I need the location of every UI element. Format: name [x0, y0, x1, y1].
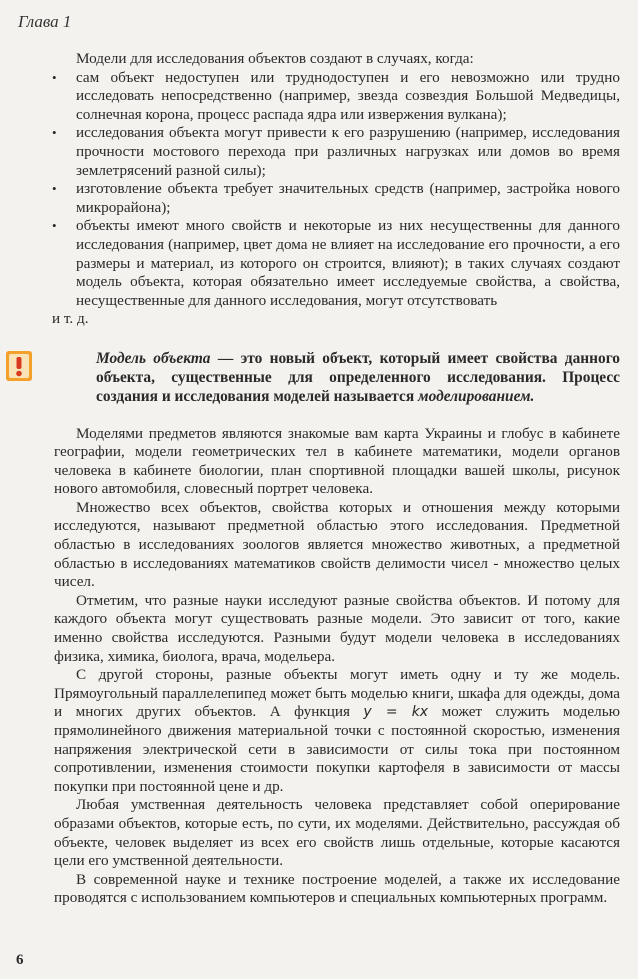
paragraph-text: может служить моделью прямолинейного движения материальной точки с постоянной скоростью, изменения напряжения электрической сети в зависимости от силы тока при постоянном сопротивлении, изменения стоимости покупки картофеля в зависимости от массы покупки при постоянной цене и др. — [54, 703, 621, 795]
intro-paragraph: Модели для исследования объектов создают в случаях, когда: — [76, 50, 474, 67]
bullet-list — [54, 69, 620, 311]
paragraph: Отметим, что разные науки исследуют разные свойства объектов. И потому для каждого объекта могут существовать разные модели. Это зависит от того, какие именно свойства исследуются. Разными будут модели человека в исследованиях физика, химика, биолога, врача, модельера. — [54, 591, 620, 665]
page-content — [54, 50, 620, 908]
paragraph: Моделями предметов являются знакомые вам карта Украины и глобус в кабинете географии, модели геометрических тел в кабинете математики, модели органов человека в кабинете биологии, план спортивной площадки вашей школы, рисунок нового автомобиля, словесный портрет человека. — [54, 424, 620, 498]
page-number: 6 — [16, 952, 24, 968]
list-item: • изготовление объекта требует значительных средств (например, застройка нового микрорайона); — [52, 180, 620, 217]
list-item: • исследования объекта могут привести к его разрушению (например, исследования прочности мостового перехода при различных нагрузках или домов во время землетрясений разной силы); — [52, 124, 620, 180]
paragraph: В современной науке и технике построение моделей, а также их исследование проводятся с использованием компьютеров и специальных компьютерных программ. — [54, 870, 620, 907]
paragraph: Множество всех объектов, свойства которых и отношения между которыми исследуются, называют предметной областью этого исследования. Предметной областью в исследованиях зоологов является множество животных, а предметной областью в исследованиях математиков свойств делимости чисел - множество целых чисел. — [54, 498, 620, 591]
definition-term-2: моделированием. — [418, 388, 535, 406]
definition-term: Модель объекта — [96, 349, 211, 367]
list-item: • сам объект недоступен или труднодоступен и его невозможно или трудно исследовать непосредственно (например, звезда созвездия Большой Медведицы, солнечная корона, процесс распада ядра или извержения вулкана); — [52, 69, 620, 125]
etc-text: и т. д. — [52, 310, 89, 328]
list-item: • объекты имеют много свойств и некоторые из них несущественны для данного исследования (например, цвет дома не влияет на исследование его прочности, а его размеры и материал, из которого он строится, влияют); в таких случаях создают модель объекта, которая обязательно имеет исследуемые свойства, а свойства, несущественные для данного исследования, могут отсутствовать — [52, 217, 620, 310]
paragraph-function — [54, 666, 620, 796]
formula: y = kx — [363, 704, 429, 721]
paragraph: Любая умственная деятельность человека представляет собой оперирование образами объектов, которые есть, по сути, их моделями. Действительно, рассуждая об объекте, человек выделяет из всех его свойств лишь отдельные, которые касаются цели его умственной деятельности. — [54, 796, 620, 870]
definition-text: — это новый объект, который имеет свойства данного объекта, существенные для определенного исследования. Процесс создания и исследования моделей называется — [96, 349, 620, 406]
warning-icon — [6, 351, 32, 381]
chapter-header: Глава 1 — [18, 12, 72, 31]
paragraph-text: С другой стороны, разные объекты могут иметь одну и ту же модель. Прямоугольный параллелепипед может быть моделью книги, шкафа для одежды, дома и многих других объектов. А функция — [54, 666, 620, 721]
definition-callout — [54, 349, 620, 407]
